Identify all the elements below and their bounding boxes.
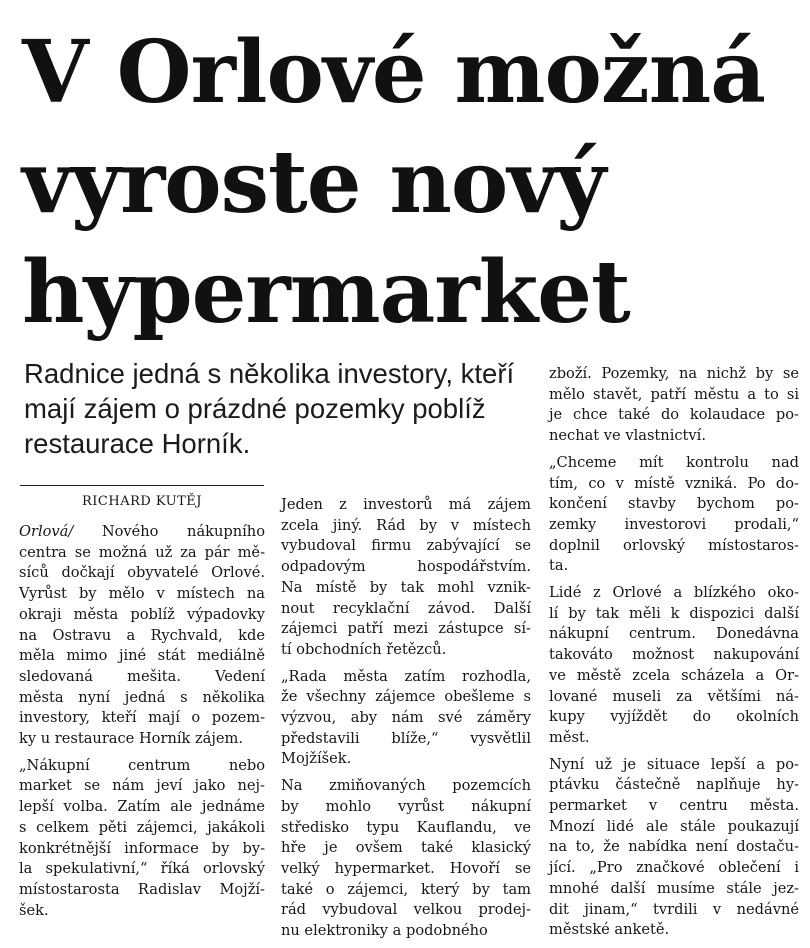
paragraph (19, 756, 265, 922)
text-line: lepší volba. Zatím ale jednáme (19, 798, 265, 816)
text-line: středisko typu Kauflandu, ve (281, 818, 531, 836)
text-line: „Chceme mít kontrolu nad (549, 453, 799, 471)
paragraph (281, 495, 531, 661)
text-line: zcela jiný. Rád by v místech (281, 516, 531, 534)
text-line: centra se možná už za pár mě- (19, 543, 265, 561)
text-line: la spekulativní,“ říká orlovský (19, 860, 265, 878)
text-line: Mnozí lidé ale stále poukazují (549, 817, 799, 835)
text-line: hře je ovšem také klasický (281, 839, 531, 857)
text-line: ta. (549, 557, 569, 575)
text-line: s celkem pěti zájemci, jakákoli (19, 818, 265, 836)
text-line: doplnil orlovský místostaros- (549, 536, 799, 554)
text-line: vybudoval firmu zabývající se (281, 537, 531, 555)
paragraph (549, 364, 799, 447)
text-line: kupy vyjíždět do okolních (549, 708, 799, 726)
text-line: nout recyklační závod. Další (281, 599, 531, 617)
text-line: investory, kteří mají o pozem- (19, 709, 265, 727)
text-line: Lidé z Orlové a blízkého oko- (549, 584, 799, 602)
paragraph (281, 667, 531, 771)
text-line: lí by tak měli k dispozici další (549, 604, 799, 622)
lead-paragraph (24, 356, 536, 461)
lead-line: Radnice jedná s několika investory, kteří (24, 358, 515, 389)
text-line: zemky investorovi prodali,“ (549, 515, 799, 533)
text-line: měst. (549, 728, 590, 746)
text-line: takováto možnost nakupování (549, 646, 799, 664)
article-column-2 (281, 495, 531, 948)
text-fragment: Nového nákupního (73, 523, 265, 540)
text-line: Na místě by tak mohl vznik- (281, 578, 531, 596)
text-line: zájemci patří mezi zástupce sí- (281, 620, 531, 638)
text-line (19, 522, 265, 543)
text-line: ky u restaurace Horník zájem. (19, 730, 244, 748)
paragraph (549, 583, 799, 749)
text-line: „Nákupní centrum nebo (19, 756, 265, 774)
text-line: market se nám jeví jako nej- (19, 777, 265, 795)
text-line: nechat ve vlastnictví. (549, 427, 706, 445)
text-line: jící. „Pro značkové oblečení i (549, 859, 799, 877)
text-line: na Ostravu a Rychvald, kde (19, 626, 265, 644)
text-line: ve městě zcela scházela a Or- (549, 666, 799, 684)
text-line: na to, že nabídka není dostaču- (549, 838, 799, 856)
text-line: Mojžíšek. (281, 750, 352, 768)
text-line: tí obchodních řetězců. (281, 640, 447, 658)
text-line: výzvou, aby nám své záměry (281, 709, 531, 727)
lead-line: mají zájem o prázdné pozemky poblíž (24, 393, 486, 424)
text-line: města nyní jedná s několika (19, 688, 265, 706)
text-line: mělo stavět, patří městu a to si (549, 385, 799, 403)
text-line: sledovaná mešita. Vedení (19, 667, 265, 685)
text-line: Jeden z investorů má zájem (281, 496, 531, 513)
headline (22, 18, 802, 348)
text-line: ptávku částečně naplňuje hy- (549, 776, 799, 794)
text-line: Nyní už je situace lepší a po- (549, 755, 799, 773)
text-line: velký hypermarket. Hovoří se (281, 859, 531, 877)
article-column-1 (19, 522, 265, 927)
text-line: mnohé další musíme stále jez- (549, 879, 799, 897)
paragraph (549, 453, 799, 577)
text-line: měla mimo jiné stát mediálně (19, 647, 265, 665)
text-line: také o zájemci, který by tam (281, 880, 531, 898)
dateline-place: Orlová/ (19, 523, 74, 540)
text-line: že všechny zájemce obešleme s (281, 688, 531, 706)
text-line: permarket v centru města. (549, 797, 799, 815)
text-line: konkrétnější informace by by- (19, 839, 265, 857)
text-line: je chce také do kolaudace po- (549, 406, 799, 424)
text-line: síců dočkají obyvatelé Orlové. (19, 564, 265, 582)
text-line: okraji města poblíž výpadovky (19, 605, 265, 623)
text-line: rád vybudoval velkou prodej- (281, 901, 531, 919)
text-line: představili blíže,“ vysvětlil (281, 729, 531, 747)
paragraph (281, 776, 531, 942)
lead-line: restaurace Horník. (24, 428, 251, 459)
text-line: odpadovým hospodářstvím. (281, 558, 531, 576)
paragraph (19, 522, 265, 750)
text-line: Vyrůst by mělo v místech na (19, 585, 265, 603)
text-line: tím, co v místě vzniká. Po do- (549, 474, 799, 492)
headline-line: hypermarket (22, 242, 630, 343)
headline-line: vyroste nový (22, 132, 606, 233)
text-line: končení stavby bychom po- (549, 495, 799, 513)
text-line: „Rada města zatím rozhodla, (281, 667, 531, 685)
text-line: šek. (19, 901, 49, 919)
text-line: nu elektroniky a podobného (281, 922, 488, 940)
text-line: místostarosta Radislav Mojží- (19, 880, 265, 898)
text-line: zboží. Pozemky, na nichž by se (549, 365, 799, 382)
text-line: dit jinam,“ tvrdili v nedávné (549, 900, 799, 918)
text-line: nákupní centrum. Donedávna (549, 625, 799, 643)
text-line: městské anketě. (549, 921, 670, 939)
text-line: Na zmiňovaných pozemcích (281, 777, 531, 795)
paragraph (549, 755, 799, 941)
headline-line: V Orlové možná (22, 22, 765, 123)
byline: RICHARD KUTĚJ (20, 485, 264, 509)
article-column-3 (549, 364, 799, 947)
text-line: by mohlo vyrůst nákupní (281, 797, 531, 815)
text-line: lované museli za většími ná- (549, 687, 799, 705)
